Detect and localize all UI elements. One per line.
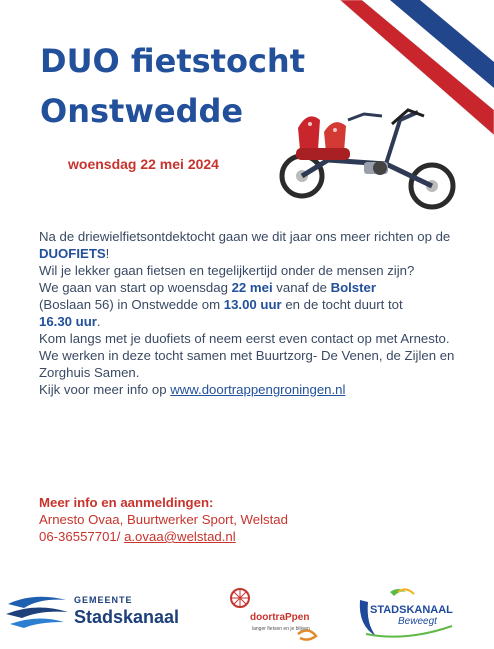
start-time-highlight: 13.00 uur (223, 297, 282, 312)
stadskanaal-beweegt-top: STADSKANAAL (370, 604, 453, 616)
doortrappen-tagline: langer fietsen en je blijven (252, 626, 310, 632)
website-link[interactable]: www.doortrappengroningen.nl (170, 382, 346, 397)
end-time-highlight: 16.30 uur (39, 314, 97, 329)
stadskanaal-beweegt-bottom: Beweegt (398, 616, 437, 627)
doortrappen-logo (228, 586, 323, 644)
event-description (39, 228, 469, 398)
duo-bike-image (268, 90, 462, 214)
title-line-2: Onstwedde (40, 92, 244, 130)
contact-email-link[interactable]: a.ovaa@welstad.nl (124, 529, 236, 544)
doortrappen-label: doortraPpen (250, 612, 310, 623)
contact-block (39, 494, 469, 545)
duofiets-highlight: DUOFIETS (39, 246, 106, 261)
contact-phone-email (39, 528, 469, 545)
title-line-1: DUO fietstocht (40, 42, 305, 80)
page-title (40, 36, 305, 136)
stadskanaal-beweegt-logo (356, 586, 468, 640)
contact-name: Arnesto Ovaa, Buurtwerker Sport, Welstad (39, 512, 288, 527)
collaboration-paragraph: Kom langs met je duofiets of neem eerst even contact op met Arnesto. We werken in deze tocht samen met Buurtzorg- De Venen, de Zijlen en Zorghuis Samen. (39, 331, 455, 380)
gemeente-stadskanaal-logo (4, 590, 194, 632)
gemeente-wave-icon (4, 590, 70, 632)
location-highlight: Bolster (330, 280, 376, 295)
intro-paragraph: Na de driewielfietsontdektocht gaan we dit jaar ons meer richten op de DUOFIETS! Wil je lekker gaan fietsen en tegelijkertijd onder de mensen zijn? (39, 229, 451, 278)
start-date-highlight: 22 mei (231, 280, 273, 295)
start-paragraph: We gaan van start op woensdag 22 mei vanaf de Bolster (Boslaan 56) in Onstwedde om 13.00 uur en de tocht duurt tot 16.30 uur. (39, 280, 403, 329)
gemeente-label: GEMEENTE (74, 595, 133, 605)
stadskanaal-label: Stadskanaal (74, 607, 180, 627)
more-info-paragraph: Kijk voor meer info op www.doortrappengroningen.nl (39, 382, 346, 397)
contact-heading: Meer info en aanmeldingen: (39, 495, 214, 510)
contact-phone: 06-36557701/ (39, 529, 125, 544)
partner-logos (0, 580, 494, 646)
event-date: woensdag 22 mei 2024 (68, 156, 219, 172)
